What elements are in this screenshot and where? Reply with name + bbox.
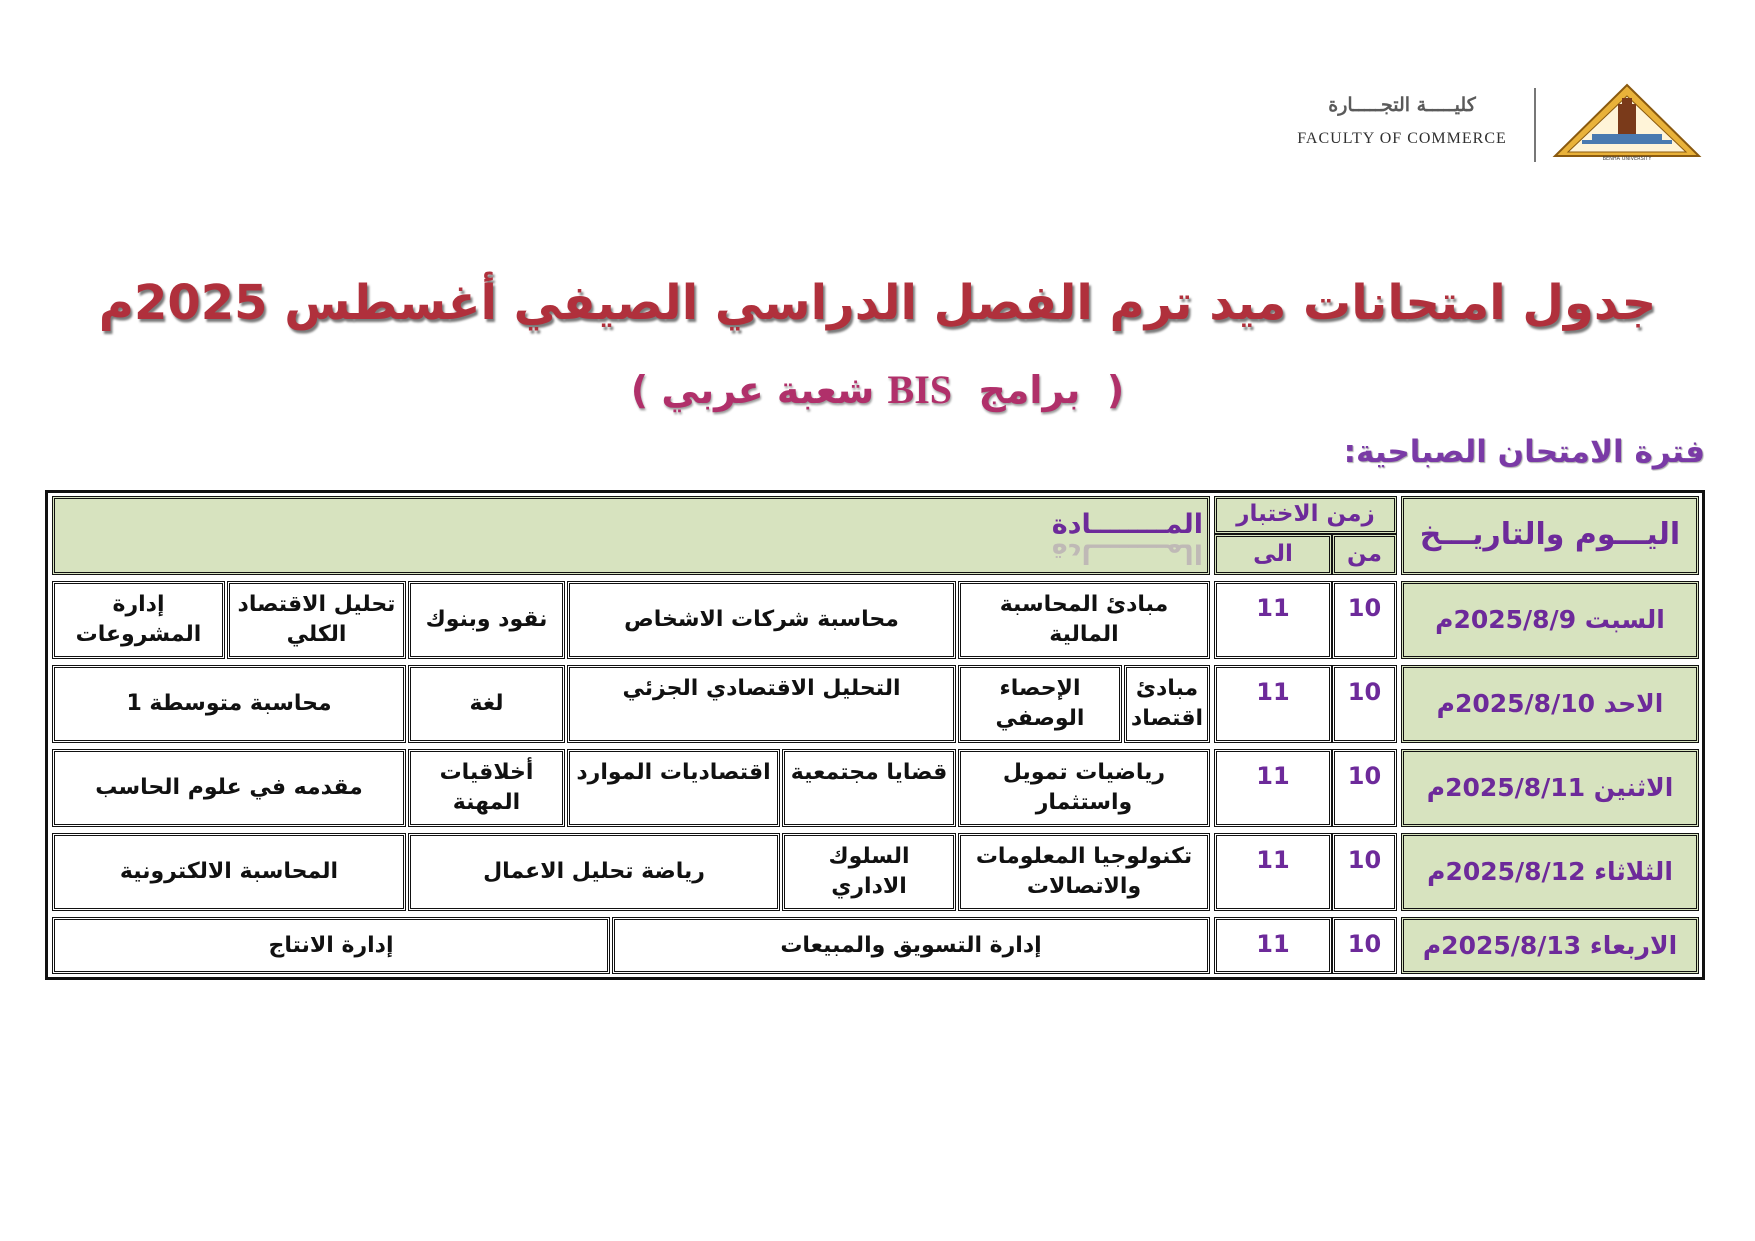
college-name-en: FACULTY OF COMMERCE (1297, 130, 1507, 147)
subject-cell: مبادئ اقتصاد (1124, 665, 1210, 743)
subject-cell: إدارة الانتاج (52, 917, 610, 974)
header-subject-label: المــــــــادة (1051, 509, 1203, 541)
header-day-date: اليـــوم والتاريـــخ (1401, 496, 1699, 575)
row-from-time: 10 (1332, 665, 1397, 743)
header-subject-reflection: المــــــــادة (1051, 536, 1203, 568)
row-to-time: 11 (1214, 917, 1332, 974)
header-subject (52, 496, 1210, 575)
subject-cell: نقود وبنوك (408, 581, 565, 659)
row-day-date: السبت 2025/8/9م (1401, 581, 1699, 659)
row-to-time: 11 (1214, 665, 1332, 743)
subject-cell: إدارة المشروعات (52, 581, 225, 659)
subtitle-prefix: برامج (978, 368, 1081, 412)
row-from-time: 10 (1332, 917, 1397, 974)
subject-cell: المحاسبة الالكترونية (52, 833, 406, 911)
subject-cell: السلوك الاداري (782, 833, 956, 911)
row-day-date: الاربعاء 2025/8/13م (1401, 917, 1699, 974)
subject-cell: رياضة تحليل الاعمال (408, 833, 780, 911)
header-from: من (1332, 534, 1397, 575)
row-to-time: 11 (1214, 833, 1332, 911)
row-from-time: 10 (1332, 833, 1397, 911)
subject-cell: إدارة التسويق والمبيعات (612, 917, 1210, 974)
subject-cell: لغة (408, 665, 565, 743)
subtitle-open-paren: ( (1106, 368, 1125, 412)
subtitle-close-paren: ) (630, 368, 649, 412)
section-label-morning: فترة الامتحان الصباحية: (1343, 434, 1705, 470)
subject-cell: مبادئ المحاسبة المالية (958, 581, 1210, 659)
subject-cell: التحليل الاقتصادي الجزئي (567, 665, 956, 743)
page-title: جدول امتحانات ميد ترم الفصل الدراسي الصيفي أغسطس 2025م (98, 275, 1657, 331)
row-day-date: الثلاثاء 2025/8/12م (1401, 833, 1699, 911)
subject-cell: محاسبة متوسطة 1 (52, 665, 406, 743)
logo-divider (1534, 88, 1536, 162)
header-to: الى (1214, 534, 1332, 575)
row-from-time: 10 (1332, 749, 1397, 827)
subject-cell: أخلاقيات المهنة (408, 749, 565, 827)
row-to-time: 11 (1214, 749, 1332, 827)
row-from-time: 10 (1332, 581, 1397, 659)
subtitle-program-code: BIS (887, 367, 953, 412)
subject-cell: محاسبة شركات الاشخاص (567, 581, 956, 659)
subtitle-suffix: شعبة عربي (661, 368, 875, 412)
row-day-date: الاثنين 2025/8/11م (1401, 749, 1699, 827)
subject-cell: اقتصاديات الموارد (567, 749, 780, 827)
faculty-logo (1280, 80, 1720, 170)
header-exam-time: زمن الاختبار (1214, 496, 1397, 534)
row-to-time: 11 (1214, 581, 1332, 659)
subject-cell: الإحصاء الوصفي (958, 665, 1122, 743)
row-day-date: الاحد 2025/8/10م (1401, 665, 1699, 743)
university-name-en: BENHA UNIVERSITY (1602, 156, 1652, 162)
university-emblem-icon (1552, 82, 1702, 162)
subject-cell: تكنولوجيا المعلومات والاتصالات (958, 833, 1210, 911)
subject-cell: مقدمه في علوم الحاسب (52, 749, 406, 827)
college-name-ar: كليـــــة التجـــــارة (1328, 94, 1476, 116)
exam-schedule-table (45, 490, 1705, 980)
subject-cell: تحليل الاقتصاد الكلي (227, 581, 406, 659)
program-subtitle (0, 366, 1755, 413)
subject-cell: قضايا مجتمعية (782, 749, 956, 827)
subject-cell: رياضيات تمويل واستثمار (958, 749, 1210, 827)
